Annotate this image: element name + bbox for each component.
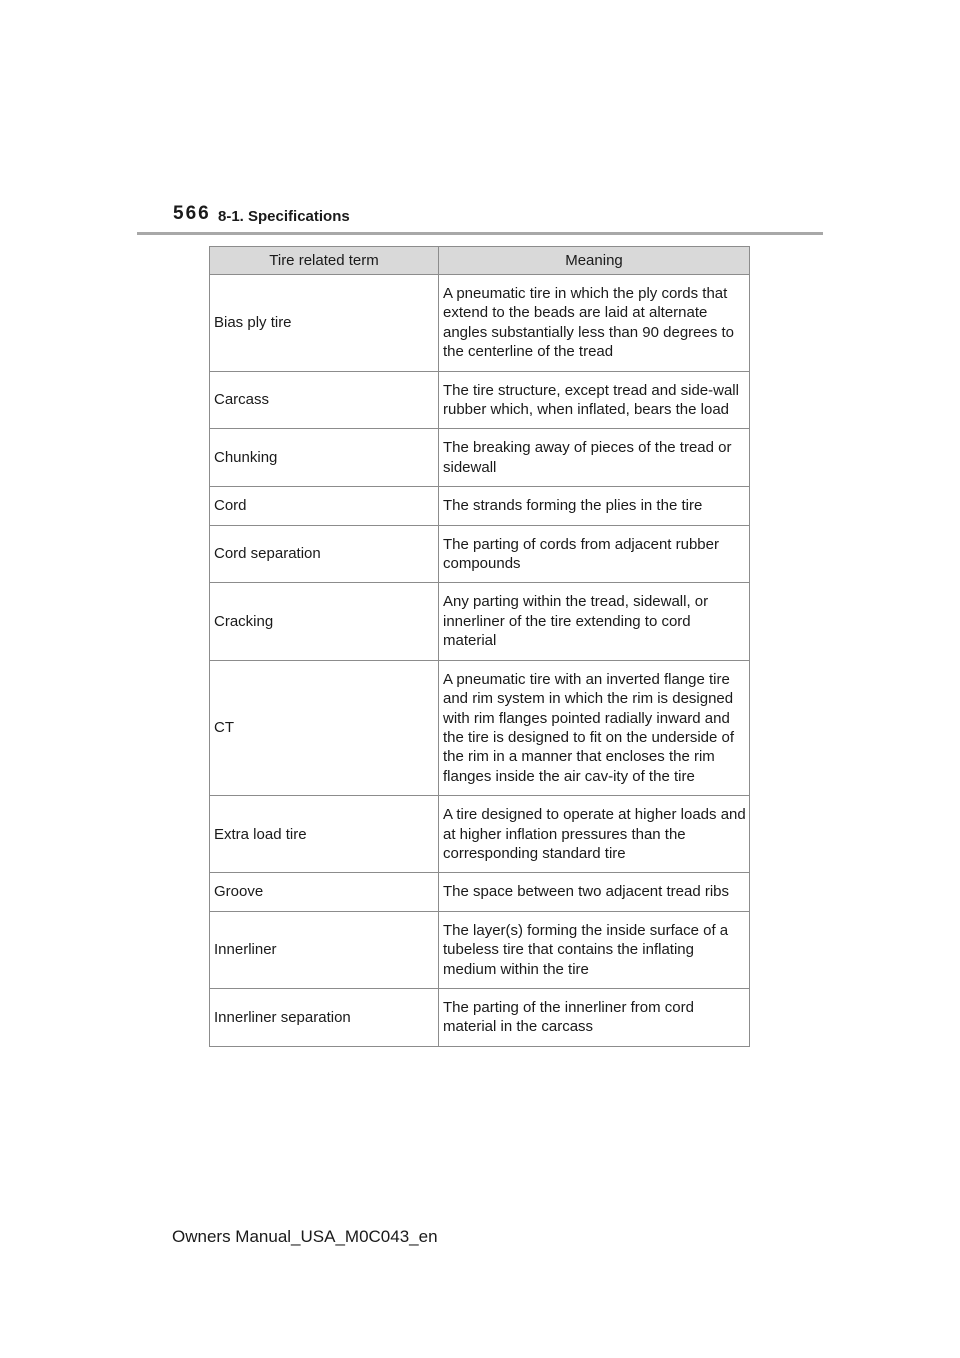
table-row	[210, 873, 750, 911]
table-row	[210, 525, 750, 583]
table-row	[210, 275, 750, 372]
table-row	[210, 660, 750, 795]
term-cell: CT	[210, 660, 439, 795]
table-header-row	[210, 247, 750, 275]
meaning-cell: A pneumatic tire in which the ply cords that extend to the beads are laid at alternate angles substantially less than 90 degrees to the centerline of the tread	[439, 275, 750, 372]
table-row	[210, 796, 750, 873]
section-title: 8-1. Specifications	[218, 208, 350, 225]
meaning-cell: Any parting within the tread, sidewall, or innerliner of the tire extending to cord material	[439, 583, 750, 660]
page-number: 566	[173, 203, 211, 224]
term-cell: Chunking	[210, 429, 439, 487]
column-header-term: Tire related term	[210, 247, 439, 275]
meaning-cell: The space between two adjacent tread ribs	[439, 873, 750, 911]
table-row	[210, 988, 750, 1046]
term-cell: Extra load tire	[210, 796, 439, 873]
table-row	[210, 487, 750, 525]
table-row	[210, 429, 750, 487]
term-cell: Cracking	[210, 583, 439, 660]
footer-manual-id: Owners Manual_USA_M0C043_en	[172, 1227, 438, 1246]
term-cell: Cord separation	[210, 525, 439, 583]
term-cell: Carcass	[210, 371, 439, 429]
meaning-cell: The tire structure, except tread and side-wall rubber which, when inflated, bears the load	[439, 371, 750, 429]
meaning-cell: The strands forming the plies in the tire	[439, 487, 750, 525]
table-row	[210, 371, 750, 429]
header-divider	[137, 232, 823, 235]
meaning-cell: A pneumatic tire with an inverted flange tire and rim system in which the rim is designed with rim flanges pointed radially inward and the tire is designed to fit on the underside of the rim in a manner that encloses the rim flanges inside the air cav-ity of the tire	[439, 660, 750, 795]
meaning-cell: The layer(s) forming the inside surface of a tubeless tire that contains the inflating medium within the tire	[439, 911, 750, 988]
meaning-cell: A tire designed to operate at higher loads and at higher inflation pressures than the corresponding standard tire	[439, 796, 750, 873]
column-header-meaning: Meaning	[439, 247, 750, 275]
term-cell: Innerliner	[210, 911, 439, 988]
meaning-cell: The breaking away of pieces of the tread or sidewall	[439, 429, 750, 487]
table-row	[210, 911, 750, 988]
term-cell: Bias ply tire	[210, 275, 439, 372]
term-cell: Groove	[210, 873, 439, 911]
tire-terms-table	[209, 246, 750, 1047]
meaning-cell: The parting of the innerliner from cord material in the carcass	[439, 988, 750, 1046]
term-cell: Innerliner separation	[210, 988, 439, 1046]
table-row	[210, 583, 750, 660]
term-cell: Cord	[210, 487, 439, 525]
meaning-cell: The parting of cords from adjacent rubber compounds	[439, 525, 750, 583]
